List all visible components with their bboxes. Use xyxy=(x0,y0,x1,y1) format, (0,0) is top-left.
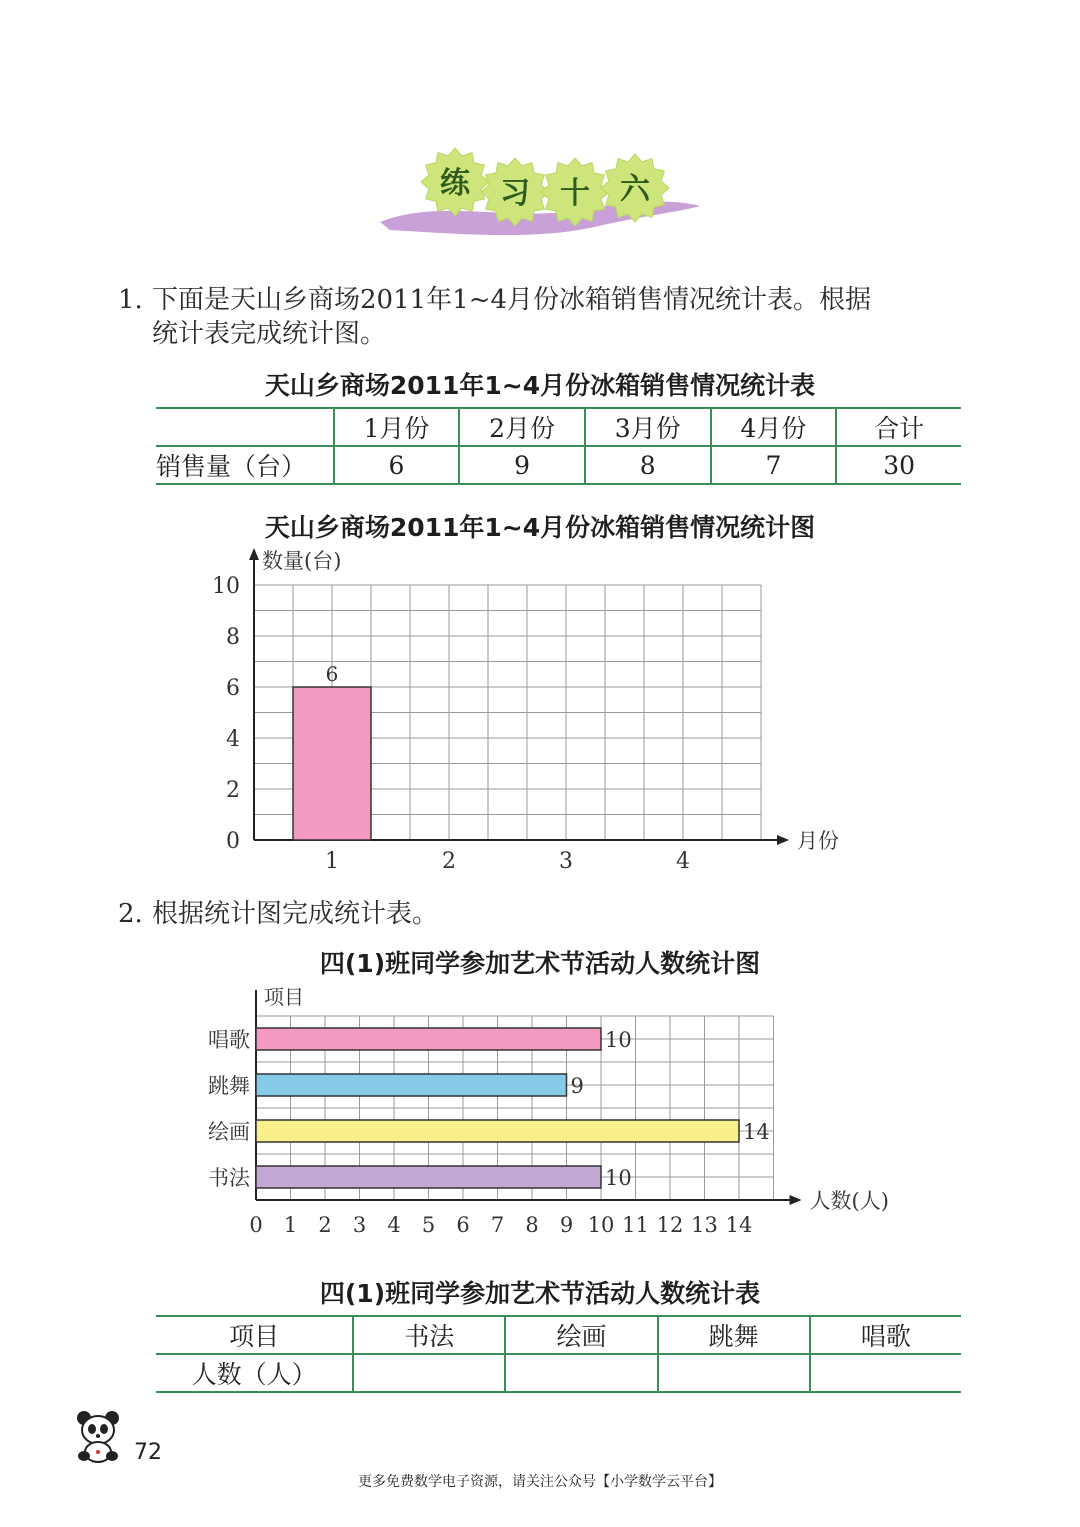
category-label: 唱歌 xyxy=(208,1028,250,1052)
x-tick-label: 4 xyxy=(387,1213,401,1237)
q2-answer-cell[interactable] xyxy=(505,1354,657,1392)
title-character: 习 xyxy=(500,176,530,211)
bar xyxy=(256,1166,601,1188)
q1-table-header: 1月份 xyxy=(334,408,460,446)
q1-table-cell: 7 xyxy=(711,446,837,484)
q1-table-header: 合计 xyxy=(836,408,961,446)
page-number: 72 xyxy=(134,1440,162,1465)
panda-icon xyxy=(72,1408,128,1464)
y-tick-label: 0 xyxy=(226,829,240,854)
category-label: 跳舞 xyxy=(208,1074,250,1098)
bar-data-label: 10 xyxy=(605,1028,632,1052)
x-tick-label: 1 xyxy=(325,849,339,874)
q1-table-caption: 天山乡商场2011年1~4月份冰箱销售情况统计表 xyxy=(264,371,816,400)
q2-table-header: 项目 xyxy=(156,1316,353,1354)
x-tick-label: 9 xyxy=(559,1213,574,1237)
y-axis-title: 数量(台) xyxy=(262,549,342,573)
y-axis-title: 项目 xyxy=(264,985,304,1009)
x-tick-label: 1 xyxy=(283,1213,298,1237)
q1-vertical-bar-chart xyxy=(180,540,880,880)
q1-table-corner xyxy=(156,408,334,446)
title-character: 六 xyxy=(620,172,650,207)
q1-table-cell: 9 xyxy=(459,446,585,484)
bar-data-label: 6 xyxy=(325,662,339,686)
bar xyxy=(256,1028,601,1050)
q2-answer-cell[interactable] xyxy=(810,1354,961,1392)
y-tick-label: 6 xyxy=(226,676,240,701)
x-tick-label: 7 xyxy=(490,1213,505,1237)
y-axis-arrow xyxy=(249,548,259,560)
title-character: 十 xyxy=(560,176,590,211)
x-tick-label: 4 xyxy=(676,849,690,874)
q1-table-header: 2月份 xyxy=(459,408,585,446)
x-tick-label: 12 xyxy=(656,1213,684,1237)
x-tick-label: 0 xyxy=(249,1213,263,1237)
title-banner-graphic xyxy=(380,140,710,250)
bar xyxy=(256,1120,739,1142)
x-tick-label: 3 xyxy=(559,849,573,874)
q2-answer-cell[interactable] xyxy=(353,1354,505,1392)
q2-table-header: 唱歌 xyxy=(810,1316,961,1354)
q2-stat-table xyxy=(156,1315,961,1393)
bar-data-label: 9 xyxy=(570,1074,584,1098)
q1-table-cell: 6 xyxy=(334,446,460,484)
category-label: 书法 xyxy=(208,1166,250,1190)
section-title-banner xyxy=(380,140,710,250)
y-tick-label: 8 xyxy=(226,625,240,650)
q2-table-header: 跳舞 xyxy=(658,1316,810,1354)
title-character: 练 xyxy=(440,166,470,201)
x-tick-label: 13 xyxy=(691,1213,718,1237)
q2-table-row-label: 人数（人） xyxy=(156,1354,353,1392)
x-tick-label: 2 xyxy=(442,849,456,874)
question-2-text: 根据统计图完成统计表。 xyxy=(152,899,439,929)
x-axis-title: 人数(人) xyxy=(809,1189,889,1213)
footer-promo-text: 更多免费数学电子资源，请关注公众号【小学数学云平台】 xyxy=(358,1474,722,1490)
q1-table-cell: 8 xyxy=(585,446,711,484)
q1-table-header: 3月份 xyxy=(585,408,711,446)
q2-horizontal-bar-chart xyxy=(180,980,940,1260)
x-tick-label: 8 xyxy=(525,1213,539,1237)
bar xyxy=(293,687,371,840)
x-axis-arrow xyxy=(790,1195,802,1205)
category-label: 绘画 xyxy=(208,1120,250,1144)
x-axis-title: 月份 xyxy=(797,829,839,853)
bar-data-label: 14 xyxy=(743,1120,770,1144)
q1-chart-caption: 天山乡商场2011年1~4月份冰箱销售情况统计图 xyxy=(264,513,816,542)
x-tick-label: 5 xyxy=(421,1213,436,1237)
q2-table-caption: 四(1)班同学参加艺术节活动人数统计表 xyxy=(319,1279,761,1308)
q1-table-cell: 30 xyxy=(836,446,961,484)
question-2-number: 2. xyxy=(118,899,143,929)
x-tick-label: 6 xyxy=(456,1213,470,1237)
x-tick-label: 10 xyxy=(587,1213,615,1237)
y-tick-label: 10 xyxy=(212,574,240,599)
question-1-line1: 下面是天山乡商场2011年1~4月份冰箱销售情况统计表。根据 xyxy=(152,285,872,315)
bar-data-label: 10 xyxy=(605,1166,632,1190)
y-tick-label: 2 xyxy=(226,778,240,803)
x-tick-label: 11 xyxy=(622,1213,649,1237)
question-1-number: 1. xyxy=(118,285,143,315)
q2-table-header: 绘画 xyxy=(505,1316,657,1354)
x-tick-label: 3 xyxy=(352,1213,367,1237)
x-tick-label: 14 xyxy=(725,1213,753,1237)
q2-answer-cell[interactable] xyxy=(658,1354,810,1392)
q2-table-header: 书法 xyxy=(353,1316,505,1354)
y-tick-label: 4 xyxy=(226,727,240,752)
x-tick-label: 2 xyxy=(318,1213,332,1237)
q1-stat-table xyxy=(156,407,961,485)
question-1-line2: 统计表完成统计图。 xyxy=(152,319,387,349)
x-axis-arrow xyxy=(777,835,789,845)
q2-chart-caption: 四(1)班同学参加艺术节活动人数统计图 xyxy=(319,949,761,978)
bar xyxy=(256,1074,567,1096)
q1-table-row-label: 销售量（台） xyxy=(156,446,334,484)
q1-table-header: 4月份 xyxy=(711,408,837,446)
